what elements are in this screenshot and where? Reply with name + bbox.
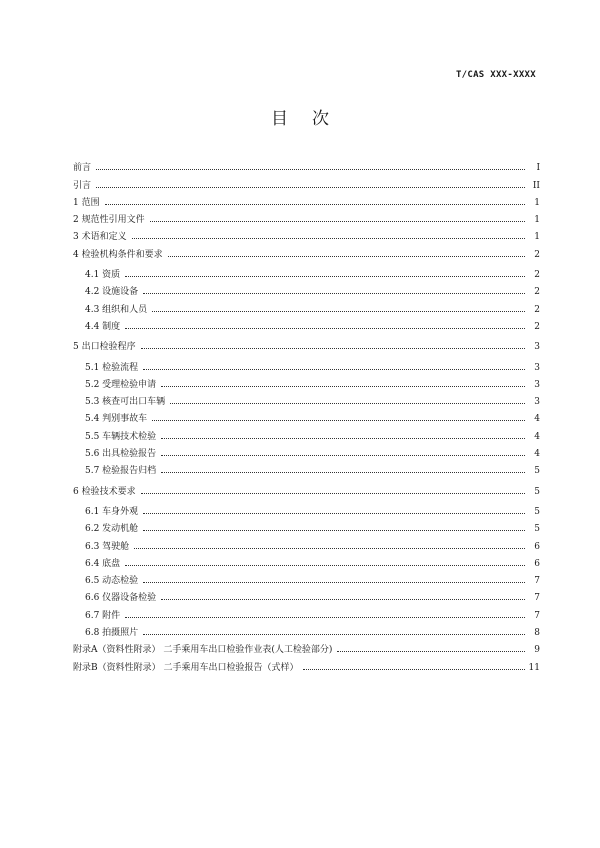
toc-entry-label: 4 检验机构条件和要求 — [73, 249, 163, 260]
toc-leader — [143, 582, 525, 583]
toc-leader — [143, 530, 525, 531]
toc-entry-3[interactable] — [73, 225, 540, 242]
toc-entry-4-1[interactable] — [73, 263, 540, 280]
toc-entry-page: 3 — [534, 342, 540, 353]
toc-entry-4-3[interactable] — [73, 297, 540, 314]
toc-entry-label: 1 范围 — [73, 197, 100, 208]
toc-entry-page: 5 — [534, 506, 540, 517]
toc-entry-6[interactable] — [73, 479, 540, 496]
page-title: 目次 — [271, 109, 353, 129]
toc-entry-6-8[interactable] — [73, 621, 540, 638]
toc-entry-label: 5.2 受理检验申请 — [85, 379, 157, 390]
toc-entry-4[interactable] — [73, 242, 540, 259]
toc-entry-label: 4.1 资质 — [85, 270, 121, 281]
toc-entry-label: 3 术语和定义 — [73, 232, 127, 243]
toc-leader — [161, 386, 525, 387]
toc-entry-page: 1 — [534, 232, 540, 243]
toc-leader — [141, 348, 525, 349]
toc-entry-label: 6.3 驾驶舱 — [85, 541, 130, 552]
table-of-contents — [73, 156, 540, 673]
toc-entry-appendix-a[interactable] — [73, 638, 540, 655]
toc-entry-page: II — [532, 180, 540, 191]
toc-entry-page: 6 — [534, 541, 540, 552]
toc-entry-5-4[interactable] — [73, 407, 540, 424]
toc-entry-5-2[interactable] — [73, 373, 540, 390]
toc-entry-6-3[interactable] — [73, 534, 540, 551]
toc-leader — [152, 420, 525, 421]
toc-entry-6-1[interactable] — [73, 500, 540, 517]
toc-entry-label: 6.7 附件 — [85, 610, 121, 621]
toc-entry-label: 6 检验技术要求 — [73, 486, 136, 497]
toc-entry-label: 5 出口检验程序 — [73, 342, 136, 353]
toc-entry-label: 前言 — [73, 163, 92, 174]
toc-leader — [105, 204, 525, 205]
toc-leader — [141, 493, 525, 494]
toc-entry-appendix-b[interactable] — [73, 655, 540, 672]
toc-entry-page: 9 — [534, 645, 540, 656]
toc-entry-page: 11 — [528, 662, 540, 673]
toc-entry-page: 4 — [534, 449, 540, 460]
toc-entry-page: 2 — [534, 321, 540, 332]
toc-leader — [125, 276, 525, 277]
toc-entry-page: 7 — [534, 610, 540, 621]
toc-entry-label: 4.4 制度 — [85, 321, 121, 332]
toc-entry-label: 6.6 仪器设备检验 — [85, 593, 157, 604]
toc-leader — [161, 599, 525, 600]
toc-leader — [125, 328, 525, 329]
toc-entry-page: 3 — [534, 362, 540, 373]
toc-entry-page: 4 — [534, 431, 540, 442]
toc-entry-label: 6.2 发动机舱 — [85, 524, 139, 535]
toc-leader — [125, 565, 525, 566]
toc-entry-label: 引言 — [73, 180, 92, 191]
toc-entry-4-2[interactable] — [73, 280, 540, 297]
toc-entry-page: 8 — [534, 628, 540, 639]
toc-leader — [143, 634, 525, 635]
toc-entry-page: I — [536, 163, 540, 174]
toc-leader — [161, 438, 525, 439]
toc-entry-foreword[interactable] — [73, 156, 540, 173]
toc-leader — [170, 403, 525, 404]
toc-leader — [96, 187, 525, 188]
toc-entry-label: 5.3 核查可出口车辆 — [85, 397, 166, 408]
toc-leader — [337, 651, 525, 652]
toc-entry-label: 4.2 设施设备 — [85, 287, 139, 298]
toc-entry-introduction[interactable] — [73, 173, 540, 190]
toc-leader — [134, 548, 525, 549]
toc-entry-page: 2 — [534, 249, 540, 260]
toc-leader — [143, 369, 525, 370]
toc-entry-5[interactable] — [73, 335, 540, 352]
toc-leader — [303, 669, 525, 670]
toc-entry-label: 6.1 车身外观 — [85, 506, 139, 517]
toc-entry-label: 5.7 检验报告归档 — [85, 466, 157, 477]
toc-entry-page: 1 — [534, 215, 540, 226]
toc-entry-label: 6.8 拍摄照片 — [85, 628, 139, 639]
toc-entry-label: 2 规范性引用文件 — [73, 215, 145, 226]
toc-entry-page: 5 — [534, 486, 540, 497]
toc-entry-label: 5.5 车辆技术检验 — [85, 431, 157, 442]
toc-entry-page: 7 — [534, 576, 540, 587]
toc-entry-page: 3 — [534, 379, 540, 390]
toc-leader — [161, 455, 525, 456]
toc-entry-page: 1 — [534, 197, 540, 208]
toc-entry-6-6[interactable] — [73, 586, 540, 603]
toc-leader — [150, 221, 525, 222]
toc-entry-page: 5 — [534, 524, 540, 535]
toc-entry-5-5[interactable] — [73, 424, 540, 441]
toc-entry-label: 4.3 组织和人员 — [85, 304, 148, 315]
toc-entry-label: 附录A（资料性附录） 二手乘用车出口检验作业表(人工检验部分) — [73, 645, 333, 656]
toc-leader — [132, 238, 525, 239]
toc-entry-1[interactable] — [73, 191, 540, 208]
toc-entry-label: 5.4 判别事故车 — [85, 414, 148, 425]
toc-entry-5-1[interactable] — [73, 355, 540, 372]
toc-entry-6-7[interactable] — [73, 603, 540, 620]
toc-leader — [143, 513, 525, 514]
toc-entry-page: 3 — [534, 397, 540, 408]
toc-leader — [96, 169, 525, 170]
toc-leader — [125, 617, 525, 618]
toc-leader — [152, 311, 525, 312]
toc-entry-5-6[interactable] — [73, 442, 540, 459]
toc-entry-4-4[interactable] — [73, 315, 540, 332]
toc-entry-6-2[interactable] — [73, 517, 540, 534]
toc-entry-page: 2 — [534, 270, 540, 281]
toc-entry-label: 6.5 动态检验 — [85, 576, 139, 587]
toc-entry-page: 2 — [534, 287, 540, 298]
toc-leader — [161, 472, 525, 473]
toc-entry-page: 5 — [534, 466, 540, 477]
toc-entry-5-7[interactable] — [73, 459, 540, 476]
toc-entry-label: 6.4 底盘 — [85, 558, 121, 569]
toc-entry-page: 7 — [534, 593, 540, 604]
document-code: T/CAS XXX-XXXX — [455, 70, 536, 80]
toc-entry-label: 附录B（资料性附录） 二手乘用车出口检验报告（式样） — [73, 662, 299, 673]
toc-entry-label: 5.6 出具检验报告 — [85, 449, 157, 460]
toc-entry-5-3[interactable] — [73, 390, 540, 407]
toc-entry-6-5[interactable] — [73, 569, 540, 586]
toc-entry-page: 6 — [534, 558, 540, 569]
toc-entry-page: 2 — [534, 304, 540, 315]
toc-leader — [168, 256, 525, 257]
toc-leader — [143, 293, 525, 294]
toc-entry-label: 5.1 检验流程 — [85, 362, 139, 373]
toc-entry-6-4[interactable] — [73, 552, 540, 569]
toc-entry-2[interactable] — [73, 208, 540, 225]
toc-entry-page: 4 — [534, 414, 540, 425]
